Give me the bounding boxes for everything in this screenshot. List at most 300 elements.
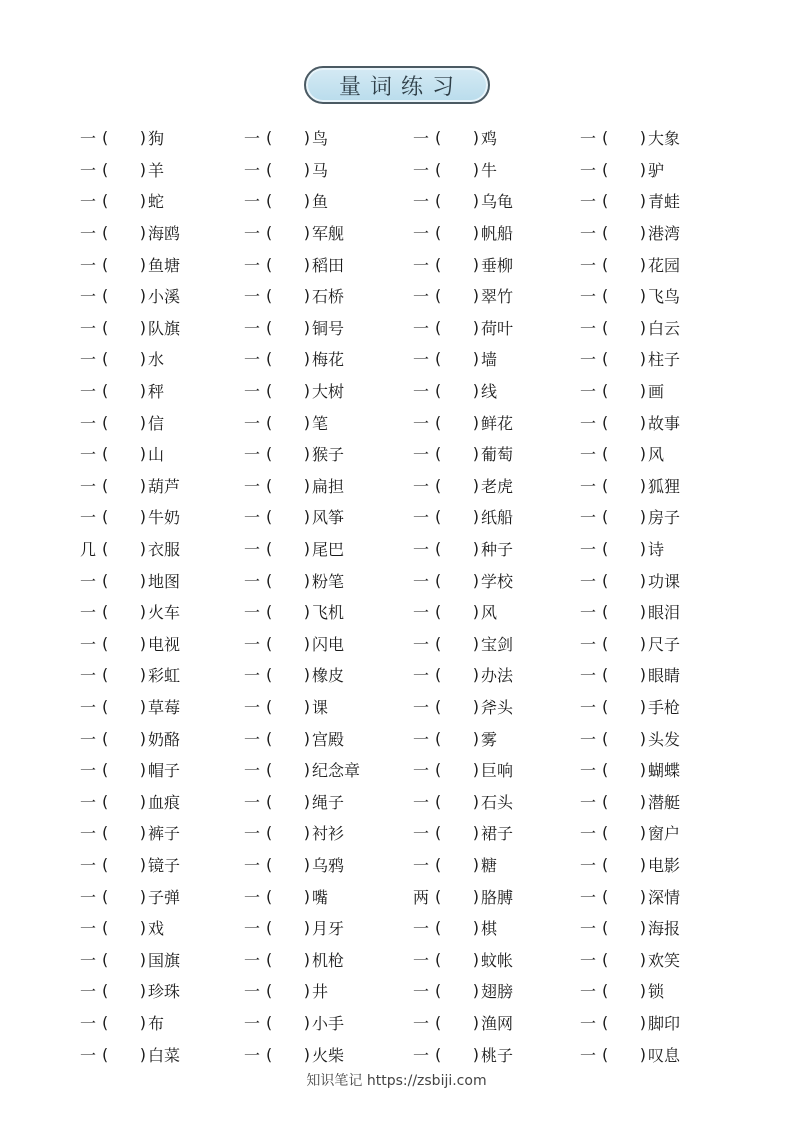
measure-word-blank[interactable]: [266, 855, 310, 874]
numeral-prefix: 一: [80, 571, 97, 591]
measure-word-blank[interactable]: [266, 444, 310, 463]
exercise-item: [244, 501, 344, 533]
measure-word-blank[interactable]: [435, 476, 479, 495]
numeral-prefix: 两: [413, 887, 430, 907]
exercise-row: [0, 564, 793, 596]
measure-word-blank[interactable]: [602, 887, 646, 906]
noun-word: 小溪: [148, 287, 181, 307]
noun-word: 眼泪: [648, 603, 681, 623]
exercise-row: [0, 312, 793, 344]
numeral-prefix: 一: [413, 729, 430, 749]
exercise-item: [80, 975, 180, 1007]
noun-word: 石头: [481, 792, 514, 812]
numeral-prefix: 一: [413, 224, 430, 244]
numeral-prefix: 一: [80, 1013, 97, 1033]
noun-word: 鸟: [312, 129, 329, 149]
measure-word-blank[interactable]: [602, 1045, 646, 1064]
exercise-row: [0, 943, 793, 975]
numeral-prefix: 一: [80, 224, 97, 244]
exercise-item: [413, 501, 513, 533]
noun-word: 布: [148, 1013, 165, 1033]
exercise-row: [0, 817, 793, 849]
measure-word-blank[interactable]: [435, 950, 479, 969]
numeral-prefix: 一: [580, 761, 597, 781]
noun-word: 学校: [481, 571, 514, 591]
measure-word-blank[interactable]: [602, 981, 646, 1000]
measure-word-blank[interactable]: [602, 823, 646, 842]
numeral-prefix: 一: [244, 792, 261, 812]
exercise-item: [413, 628, 513, 660]
noun-word: 大象: [648, 129, 681, 149]
exercise-item: [580, 849, 680, 881]
exercise-item: [580, 975, 664, 1007]
measure-word-blank[interactable]: [602, 128, 646, 147]
noun-word: 扁担: [312, 476, 345, 496]
measure-word-blank[interactable]: [102, 160, 146, 179]
exercise-item: [580, 122, 680, 154]
exercise-row: [0, 691, 793, 723]
measure-word-blank[interactable]: [602, 381, 646, 400]
exercise-item: [80, 185, 164, 217]
noun-word: 马: [312, 160, 329, 180]
noun-word: 蝴蝶: [648, 761, 681, 781]
measure-word-blank[interactable]: [266, 318, 310, 337]
exercise-item: [413, 754, 513, 786]
measure-word-blank[interactable]: [435, 1013, 479, 1032]
numeral-prefix: 一: [580, 855, 597, 875]
measure-word-blank[interactable]: [266, 729, 310, 748]
measure-word-blank[interactable]: [266, 634, 310, 653]
exercise-item: [80, 880, 180, 912]
measure-word-blank[interactable]: [266, 602, 310, 621]
exercise-row: [0, 248, 793, 280]
measure-word-blank[interactable]: [602, 539, 646, 558]
noun-word: 雾: [481, 729, 498, 749]
numeral-prefix: 一: [80, 287, 97, 307]
measure-word-blank[interactable]: [266, 381, 310, 400]
exercise-item: [244, 185, 328, 217]
measure-word-blank[interactable]: [602, 665, 646, 684]
measure-word-blank[interactable]: [102, 665, 146, 684]
measure-word-blank[interactable]: [435, 602, 479, 621]
exercise-item: [244, 596, 344, 628]
numeral-prefix: 一: [80, 666, 97, 686]
noun-word: 狐狸: [648, 476, 681, 496]
noun-word: 电视: [148, 634, 181, 654]
measure-word-blank[interactable]: [266, 286, 310, 305]
exercise-item: [413, 596, 497, 628]
measure-word-blank[interactable]: [602, 349, 646, 368]
measure-word-blank[interactable]: [435, 539, 479, 558]
noun-word: 草莓: [148, 697, 181, 717]
measure-word-blank[interactable]: [435, 855, 479, 874]
measure-word-blank[interactable]: [435, 760, 479, 779]
measure-word-blank[interactable]: [102, 855, 146, 874]
numeral-prefix: 一: [580, 382, 597, 402]
measure-word-blank[interactable]: [435, 507, 479, 526]
numeral-prefix: 一: [413, 255, 430, 275]
noun-word: 故事: [648, 413, 681, 433]
measure-word-blank[interactable]: [602, 792, 646, 811]
measure-word-blank[interactable]: [435, 634, 479, 653]
measure-word-blank[interactable]: [266, 823, 310, 842]
exercise-item: [244, 1038, 344, 1070]
exercise-item: [80, 438, 164, 470]
measure-word-blank[interactable]: [435, 413, 479, 432]
measure-word-blank[interactable]: [102, 381, 146, 400]
measure-word-blank[interactable]: [266, 950, 310, 969]
noun-word: 衬衫: [312, 824, 345, 844]
numeral-prefix: 一: [413, 697, 430, 717]
numeral-prefix: 一: [580, 919, 597, 939]
exercise-item: [413, 849, 497, 881]
measure-word-blank[interactable]: [102, 571, 146, 590]
measure-word-blank[interactable]: [102, 128, 146, 147]
measure-word-blank[interactable]: [266, 665, 310, 684]
numeral-prefix: 一: [80, 824, 97, 844]
exercise-item: [80, 122, 164, 154]
exercise-row: [0, 975, 793, 1007]
exercise-item: [580, 785, 680, 817]
numeral-prefix: 一: [580, 603, 597, 623]
measure-word-blank[interactable]: [435, 887, 479, 906]
noun-word: 秤: [148, 382, 165, 402]
numeral-prefix: 一: [80, 318, 97, 338]
exercise-item: [413, 248, 513, 280]
noun-word: 鱼塘: [148, 255, 181, 275]
page-title: 量词练习: [304, 66, 490, 104]
numeral-prefix: 一: [580, 950, 597, 970]
exercise-item: [580, 375, 664, 407]
exercise-item: [80, 501, 180, 533]
numeral-prefix: 一: [80, 350, 97, 370]
noun-word: 乌龟: [481, 192, 514, 212]
noun-word: 功课: [648, 571, 681, 591]
numeral-prefix: 一: [80, 1045, 97, 1065]
exercise-item: [80, 785, 180, 817]
exercise-item: [413, 185, 513, 217]
measure-word-blank[interactable]: [602, 444, 646, 463]
exercise-item: [244, 659, 344, 691]
numeral-prefix: 一: [244, 571, 261, 591]
noun-word: 翅膀: [481, 982, 514, 1002]
numeral-prefix: 一: [80, 255, 97, 275]
noun-word: 潜艇: [648, 792, 681, 812]
numeral-prefix: 一: [80, 476, 97, 496]
measure-word-blank[interactable]: [602, 571, 646, 590]
measure-word-blank[interactable]: [602, 286, 646, 305]
measure-word-blank[interactable]: [435, 823, 479, 842]
noun-word: 海报: [648, 919, 681, 939]
numeral-prefix: 一: [244, 950, 261, 970]
measure-word-blank[interactable]: [602, 697, 646, 716]
exercise-item: [244, 564, 344, 596]
measure-word-blank[interactable]: [602, 191, 646, 210]
noun-word: 诗: [648, 540, 665, 560]
numeral-prefix: 一: [244, 192, 261, 212]
numeral-prefix: 一: [580, 255, 597, 275]
numeral-prefix: 一: [80, 382, 97, 402]
measure-word-blank[interactable]: [435, 571, 479, 590]
measure-word-blank[interactable]: [435, 665, 479, 684]
noun-word: 海鸥: [148, 224, 181, 244]
exercise-row: [0, 912, 793, 944]
noun-word: 手枪: [648, 697, 681, 717]
numeral-prefix: 一: [413, 318, 430, 338]
exercise-item: [80, 722, 180, 754]
measure-word-blank[interactable]: [102, 918, 146, 937]
measure-word-blank[interactable]: [102, 318, 146, 337]
noun-word: 橡皮: [312, 666, 345, 686]
exercise-item: [80, 217, 180, 249]
noun-word: 深情: [648, 887, 681, 907]
numeral-prefix: 一: [244, 982, 261, 1002]
noun-word: 欢笑: [648, 950, 681, 970]
noun-word: 线: [481, 382, 498, 402]
exercise-item: [80, 849, 180, 881]
numeral-prefix: 一: [244, 1013, 261, 1033]
noun-word: 尾巴: [312, 540, 345, 560]
exercise-row: [0, 122, 793, 154]
numeral-prefix: 一: [244, 287, 261, 307]
noun-word: 渔网: [481, 1013, 514, 1033]
measure-word-blank[interactable]: [102, 349, 146, 368]
exercise-item: [244, 754, 360, 786]
noun-word: 白云: [648, 318, 681, 338]
noun-word: 裤子: [148, 824, 181, 844]
numeral-prefix: 一: [580, 318, 597, 338]
measure-word-blank[interactable]: [435, 729, 479, 748]
measure-word-blank[interactable]: [602, 413, 646, 432]
noun-word: 大树: [312, 382, 345, 402]
measure-word-blank[interactable]: [102, 1045, 146, 1064]
exercise-item: [244, 912, 344, 944]
exercise-row: [0, 754, 793, 786]
measure-word-blank[interactable]: [435, 160, 479, 179]
measure-word-blank[interactable]: [102, 602, 146, 621]
exercise-row: [0, 785, 793, 817]
measure-word-blank[interactable]: [602, 476, 646, 495]
measure-word-blank[interactable]: [266, 887, 310, 906]
measure-word-blank[interactable]: [602, 318, 646, 337]
measure-word-blank[interactable]: [602, 255, 646, 274]
noun-word: 帆船: [481, 224, 514, 244]
measure-word-blank[interactable]: [266, 349, 310, 368]
exercise-row: [0, 533, 793, 565]
numeral-prefix: 一: [244, 761, 261, 781]
measure-word-blank[interactable]: [266, 476, 310, 495]
measure-word-blank[interactable]: [435, 918, 479, 937]
exercise-item: [80, 375, 164, 407]
numeral-prefix: 一: [244, 476, 261, 496]
noun-word: 窗户: [648, 824, 681, 844]
measure-word-blank[interactable]: [102, 444, 146, 463]
measure-word-blank[interactable]: [102, 286, 146, 305]
measure-word-blank[interactable]: [102, 476, 146, 495]
measure-word-blank[interactable]: [602, 855, 646, 874]
noun-word: 老虎: [481, 476, 514, 496]
exercise-item: [413, 122, 497, 154]
exercise-item: [80, 817, 180, 849]
numeral-prefix: 一: [80, 761, 97, 781]
measure-word-blank[interactable]: [435, 349, 479, 368]
numeral-prefix: 一: [413, 1013, 430, 1033]
exercise-item: [580, 659, 680, 691]
measure-word-blank[interactable]: [266, 160, 310, 179]
numeral-prefix: 一: [244, 603, 261, 623]
measure-word-blank[interactable]: [266, 413, 310, 432]
measure-word-blank[interactable]: [102, 729, 146, 748]
exercise-item: [80, 691, 180, 723]
measure-word-blank[interactable]: [102, 1013, 146, 1032]
measure-word-blank[interactable]: [102, 697, 146, 716]
measure-word-blank[interactable]: [266, 1013, 310, 1032]
measure-word-blank[interactable]: [435, 381, 479, 400]
measure-word-blank[interactable]: [266, 255, 310, 274]
numeral-prefix: 一: [580, 982, 597, 1002]
measure-word-blank[interactable]: [266, 981, 310, 1000]
measure-word-blank[interactable]: [266, 539, 310, 558]
numeral-prefix: 一: [580, 1045, 597, 1065]
exercise-item: [80, 628, 180, 660]
measure-word-blank[interactable]: [435, 1045, 479, 1064]
numeral-prefix: 一: [580, 350, 597, 370]
noun-word: 风: [481, 603, 498, 623]
measure-word-blank[interactable]: [266, 760, 310, 779]
measure-word-blank[interactable]: [435, 128, 479, 147]
measure-word-blank[interactable]: [102, 191, 146, 210]
measure-word-blank[interactable]: [266, 223, 310, 242]
exercise-item: [80, 1038, 180, 1070]
noun-word: 房子: [648, 508, 681, 528]
numeral-prefix: 一: [413, 476, 430, 496]
noun-word: 石桥: [312, 287, 345, 307]
measure-word-blank[interactable]: [602, 602, 646, 621]
measure-word-blank[interactable]: [435, 697, 479, 716]
measure-word-blank[interactable]: [435, 223, 479, 242]
exercise-item: [580, 564, 680, 596]
measure-word-blank[interactable]: [266, 191, 310, 210]
numeral-prefix: 一: [413, 350, 430, 370]
exercise-item: [413, 564, 513, 596]
numeral-prefix: 一: [80, 855, 97, 875]
measure-word-blank[interactable]: [266, 507, 310, 526]
numeral-prefix: 一: [413, 508, 430, 528]
exercise-item: [580, 280, 680, 312]
numeral-prefix: 一: [244, 540, 261, 560]
noun-word: 胳膊: [481, 887, 514, 907]
exercise-item: [244, 438, 344, 470]
measure-word-blank[interactable]: [102, 507, 146, 526]
exercise-item: [580, 722, 680, 754]
noun-word: 葡萄: [481, 445, 514, 465]
measure-word-blank[interactable]: [102, 981, 146, 1000]
measure-word-blank[interactable]: [602, 223, 646, 242]
numeral-prefix: 一: [413, 129, 430, 149]
measure-word-blank[interactable]: [435, 286, 479, 305]
numeral-prefix: 一: [80, 160, 97, 180]
noun-word: 垂柳: [481, 255, 514, 275]
exercise-row: [0, 1007, 793, 1039]
measure-word-blank[interactable]: [266, 128, 310, 147]
measure-word-blank[interactable]: [602, 160, 646, 179]
measure-word-blank[interactable]: [102, 413, 146, 432]
numeral-prefix: 一: [580, 540, 597, 560]
measure-word-blank[interactable]: [602, 760, 646, 779]
numeral-prefix: 一: [413, 792, 430, 812]
measure-word-blank[interactable]: [435, 255, 479, 274]
measure-word-blank[interactable]: [266, 792, 310, 811]
exercise-item: [413, 785, 513, 817]
measure-word-blank[interactable]: [102, 887, 146, 906]
exercise-item: [244, 975, 328, 1007]
exercise-item: [580, 406, 680, 438]
exercise-item: [244, 470, 344, 502]
measure-word-blank[interactable]: [435, 981, 479, 1000]
noun-word: 国旗: [148, 950, 181, 970]
measure-word-blank[interactable]: [102, 760, 146, 779]
noun-word: 棋: [481, 919, 498, 939]
measure-word-blank[interactable]: [266, 697, 310, 716]
measure-word-blank[interactable]: [102, 223, 146, 242]
noun-word: 机枪: [312, 950, 345, 970]
numeral-prefix: 一: [244, 318, 261, 338]
measure-word-blank[interactable]: [602, 729, 646, 748]
measure-word-blank[interactable]: [102, 823, 146, 842]
exercise-item: [580, 154, 664, 186]
noun-word: 白菜: [148, 1045, 181, 1065]
exercise-row: [0, 722, 793, 754]
noun-word: 眼睛: [648, 666, 681, 686]
measure-word-blank[interactable]: [266, 1045, 310, 1064]
measure-word-blank[interactable]: [266, 918, 310, 937]
measure-word-blank[interactable]: [602, 1013, 646, 1032]
noun-word: 糖: [481, 855, 498, 875]
exercise-item: [244, 817, 344, 849]
measure-word-blank[interactable]: [435, 191, 479, 210]
measure-word-blank[interactable]: [602, 507, 646, 526]
exercise-item: [413, 406, 513, 438]
exercise-item: [244, 1007, 344, 1039]
noun-word: 宫殿: [312, 729, 345, 749]
measure-word-blank[interactable]: [602, 918, 646, 937]
noun-word: 水: [148, 350, 165, 370]
noun-word: 子弹: [148, 887, 181, 907]
measure-word-blank[interactable]: [435, 318, 479, 337]
measure-word-blank[interactable]: [102, 539, 146, 558]
exercise-item: [413, 217, 513, 249]
noun-word: 港湾: [648, 224, 681, 244]
measure-word-blank[interactable]: [102, 255, 146, 274]
measure-word-blank[interactable]: [266, 571, 310, 590]
exercise-row: [0, 280, 793, 312]
exercise-row: [0, 154, 793, 186]
measure-word-blank[interactable]: [435, 444, 479, 463]
measure-word-blank[interactable]: [602, 950, 646, 969]
measure-word-blank[interactable]: [102, 634, 146, 653]
measure-word-blank[interactable]: [435, 792, 479, 811]
measure-word-blank[interactable]: [102, 950, 146, 969]
noun-word: 纸船: [481, 508, 514, 528]
numeral-prefix: 一: [244, 382, 261, 402]
exercise-item: [244, 880, 328, 912]
measure-word-blank[interactable]: [102, 792, 146, 811]
noun-word: 飞机: [312, 603, 345, 623]
title-wrap: [0, 66, 793, 104]
exercise-row: [0, 849, 793, 881]
measure-word-blank[interactable]: [602, 634, 646, 653]
exercise-row: [0, 343, 793, 375]
